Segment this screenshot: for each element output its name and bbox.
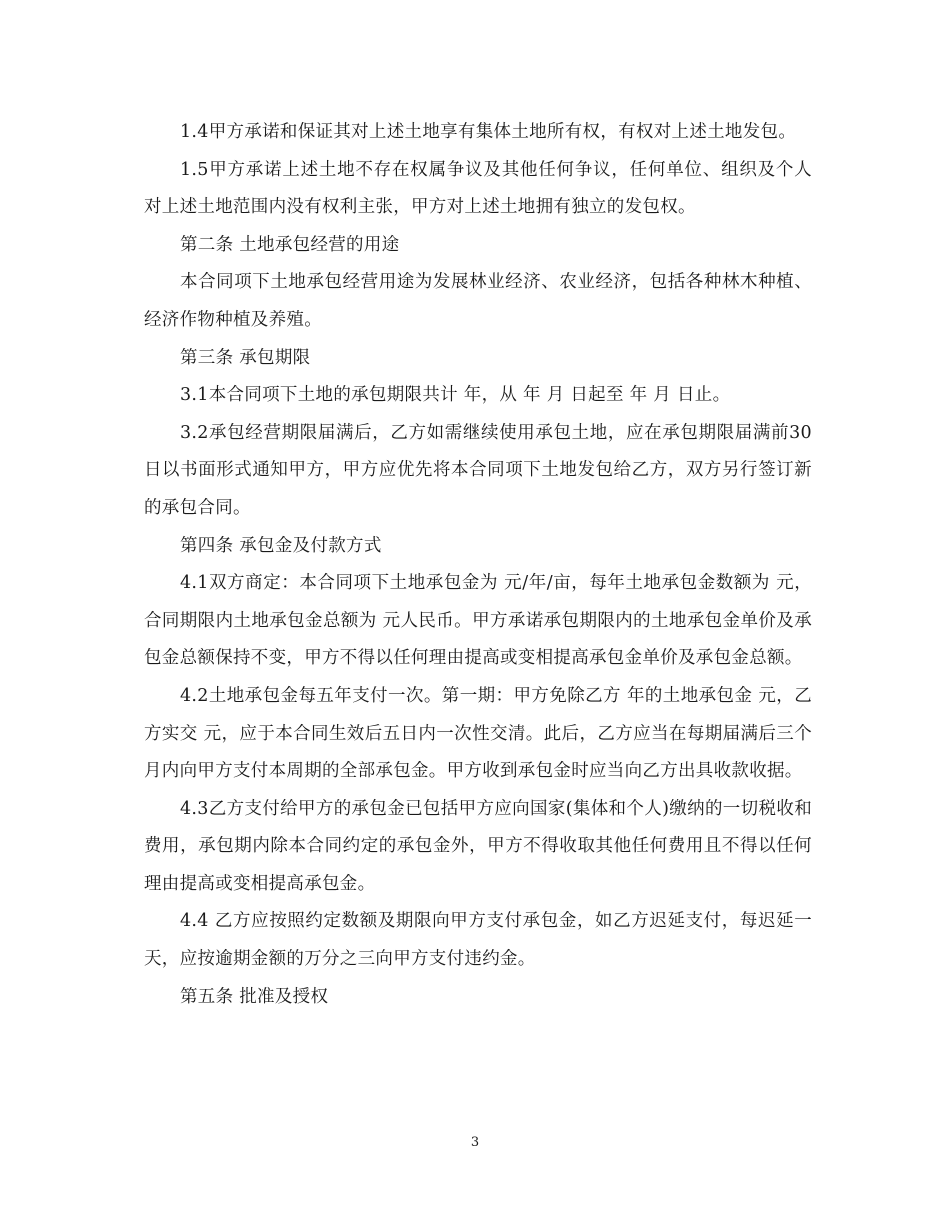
clause-4-2: 4.2土地承包金每五年支付一次。第一期：甲方免除乙方 年的土地承包金 元，乙方实交 元，应于本合同生效后五日内一次性交清。此后，乙方应当在每期届满后三个月内向甲方支付本周期的全部承包金。甲方收到承包金时应当向乙方出具收款收据。 [144,685,812,782]
article-5-heading: 第五条 批准及授权 [180,986,329,1007]
article-2-body: 本合同项下土地承包经营用途为发展林业经济、农业经济，包括各种林木种植、经济作物种植及养殖。 [144,272,812,330]
clause-4-3: 4.3乙方支付给甲方的承包金已包括甲方应向国家(集体和个人)缴纳的一切税收和费用，承包期内除本合同约定的承包金外，甲方不得收取其他任何费用且不得以任何理由提高或变相提高承包金。 [144,798,812,894]
clause-1-4: 1.4甲方承诺和保证其对上述土地享有集体土地所有权，有权对上述土地发包。 [180,122,797,142]
article-3-heading: 第三条 承包期限 [180,347,311,368]
clause-3-1: 3.1本合同项下土地的承包期限共计 年，从 年 月 日起至 年 月 日止。 [180,385,731,406]
document-body [144,114,812,1016]
clause-4-4: 4.4 乙方应按照约定数额及期限向甲方支付承包金，如乙方迟延支付，每迟延一天，应按逾期金额的万分之三向甲方支付违约金。 [144,911,812,970]
clause-4-1: 4.1双方商定：本合同项下土地承包金为 元/年/亩，每年土地承包金数额为 元，合同期限内土地承包金总额为 元人民币。甲方承诺承包期限内的土地承包金单价及承包金总额保持不变，甲方不得以任何理由提高或变相提高承包金单价及承包金总额。 [144,573,812,669]
clause-3-2: 3.2承包经营期限届满后，乙方如需继续使用承包土地，应在承包期限届满前30日以书面形式通知甲方，甲方应优先将本合同项下土地发包给乙方，双方另行签订新的承包合同。 [144,422,812,518]
clause-1-5: 1.5甲方承诺上述土地不存在权属争议及其他任何争议，任何单位、组织及个人对上述土地范围内没有权利主张，甲方对上述土地拥有独立的发包权。 [144,159,812,218]
article-4-heading: 第四条 承包金及付款方式 [180,535,382,556]
article-2-heading: 第二条 土地承包经营的用途 [180,234,400,255]
page-number: 3 [470,1135,480,1150]
